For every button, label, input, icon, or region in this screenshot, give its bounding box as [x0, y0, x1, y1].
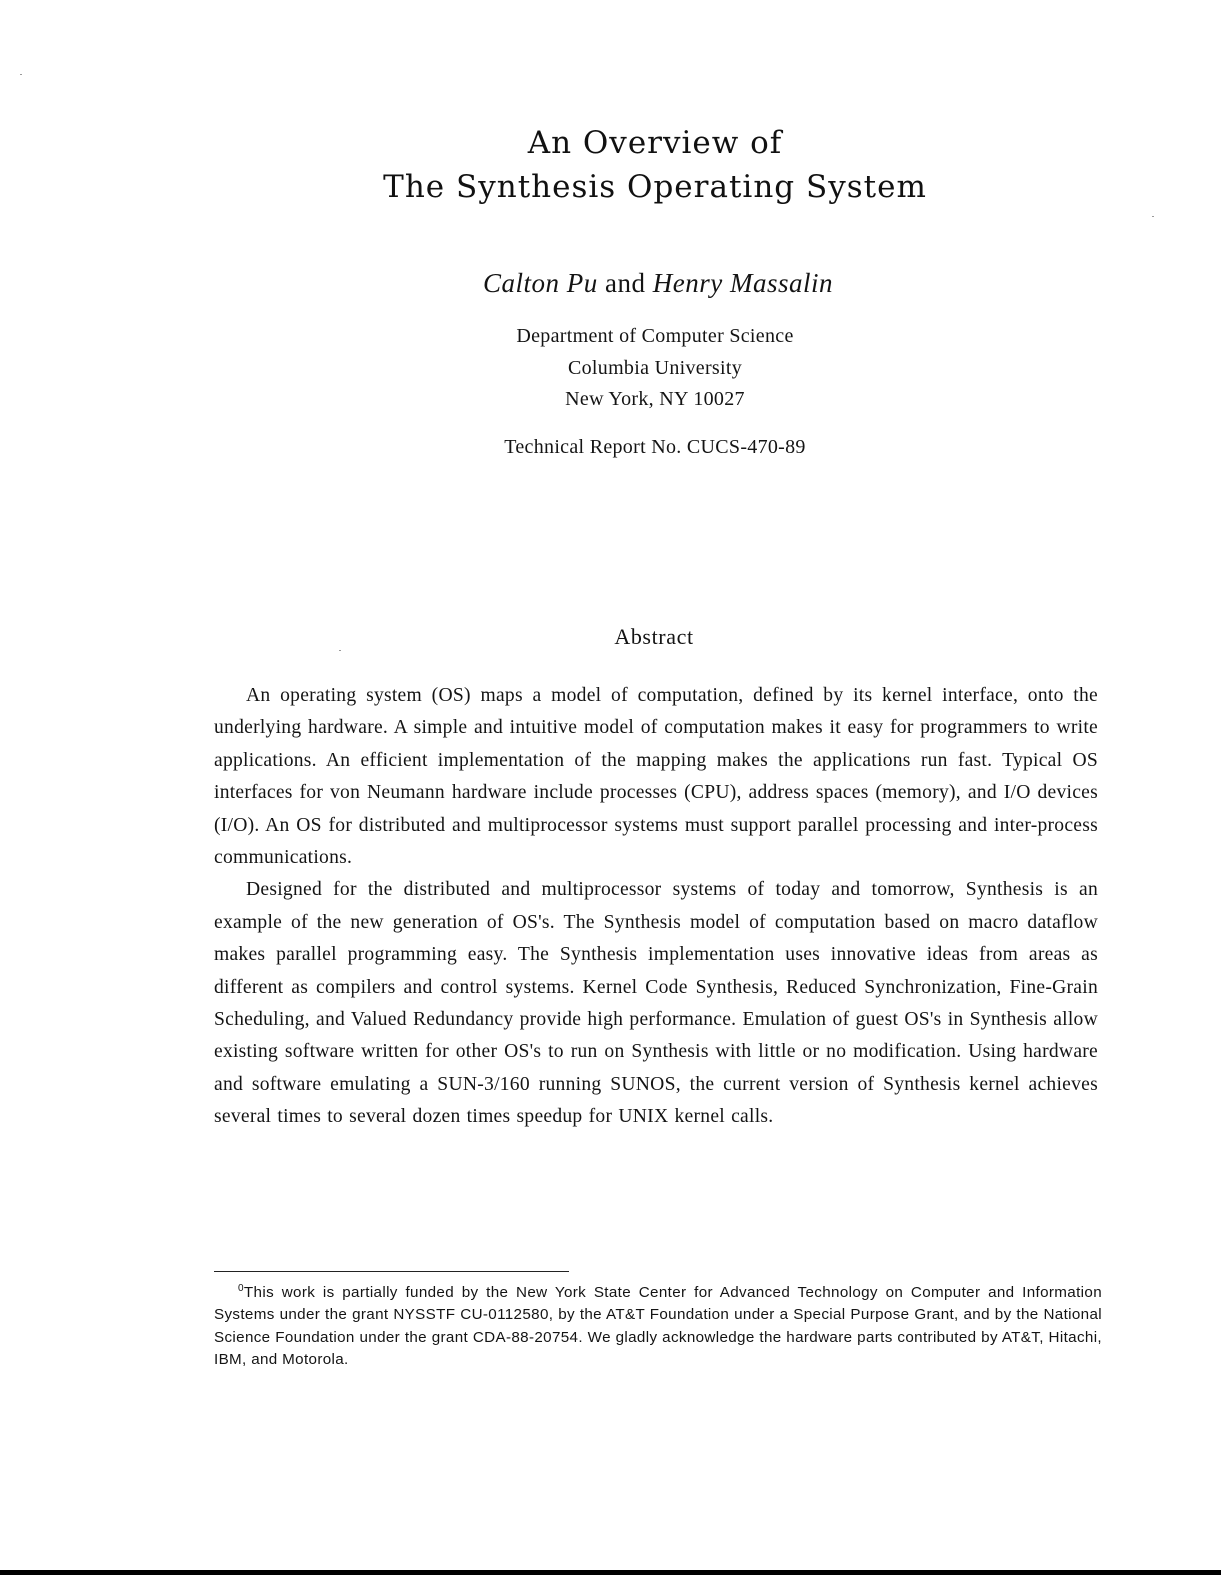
footnote-divider	[214, 1271, 569, 1272]
footnote-text: This work is partially funded by the New York State Center for Advanced Technology on Computer and Information Systems under the grant NYSSTF CU-0112580, by the AT&T Foundation under a Special Purpose Grant, and by the National Science Foundation under the grant CDA-88-20754. We gladly acknowledge the hardware parts contributed by AT&T, Hitachi, IBM, and Motorola.	[214, 1284, 1102, 1369]
author-line	[0, 270, 1221, 297]
abstract-heading: Abstract	[614, 624, 694, 649]
funding-footnote	[214, 1278, 1102, 1372]
affiliation-address: New York, NY 10027	[565, 388, 745, 410]
abstract-paragraph-2: Designed for the distributed and multiprocessor systems of today and tomorrow, Synthesis is an example of the new generation of OS's. The Synthesis model of computation based on macro dataflow makes parallel programming easy. The Synthesis implementation uses innovative ideas from areas as different as compilers and control systems. Kernel Code Synthesis, Reduced Synchronization, Fine-Grain Scheduling, and Valued Redundancy provide high performance. Emulation of guest OS's in Synthesis allow existing software written for other OS's to run on Synthesis with little or no modification. Using hardware and software emulating a SUN-3/160 running SUNOS, the current version of Synthesis kernel achieves several times to several dozen times speedup for UNIX kernel calls.	[214, 879, 1098, 1128]
affiliation-department: Department of Computer Science	[516, 325, 794, 347]
affiliation-university: Columbia University	[567, 357, 743, 379]
scan-speck	[1152, 216, 1154, 217]
paper-title-line-1: An Overview of	[527, 125, 783, 161]
scan-bottom-edge	[0, 1570, 1221, 1575]
abstract-paragraph-1: An operating system (OS) maps a model of computation, defined by its kernel interface, onto the underlying hardware. A simple and intuitive model of computation makes it easy for programmers to write applications. An efficient implementation of the mapping makes the applications run fast. Typical OS interfaces for von Neumann hardware include processes (CPU), address spaces (memory), and I/O devices (I/O). An OS for distributed and multiprocessor systems must support parallel processing and inter-process communications.	[214, 685, 1098, 869]
scan-speck	[20, 74, 22, 75]
footnote-marker: 0	[238, 1283, 244, 1294]
author-conjunction: and	[605, 268, 646, 298]
paper-title-line-2: The Synthesis Operating System	[383, 169, 927, 205]
author-name: Calton Pu	[483, 268, 598, 298]
author-name: Henry Massalin	[652, 268, 833, 298]
abstract-body	[214, 680, 1098, 1134]
technical-report-number: Technical Report No. CUCS-470-89	[504, 436, 806, 458]
scan-speck	[339, 650, 341, 651]
